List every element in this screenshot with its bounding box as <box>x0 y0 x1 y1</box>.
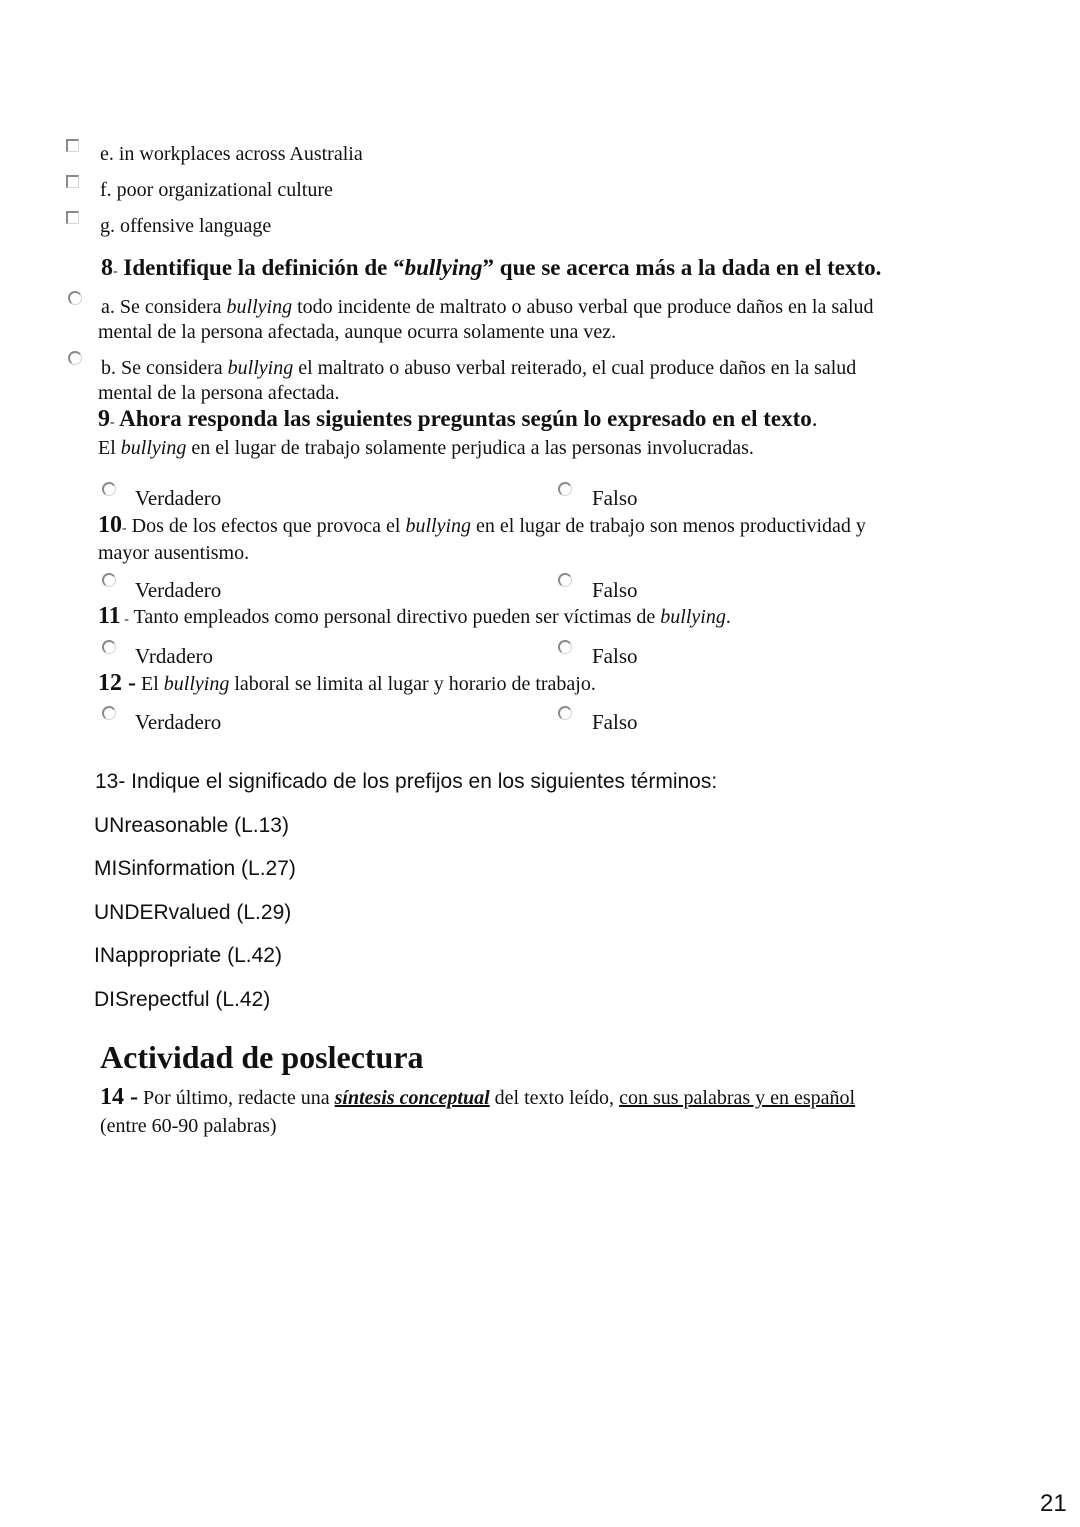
q13-heading: 13- Indique el significado de los prefijos en los siguientes términos: <box>95 770 718 793</box>
page-number: 21 <box>1040 1490 1067 1517</box>
q8-heading: 8- Identifique la definición de “bullying” que se acerca más a la dada en el texto. <box>101 255 882 281</box>
q10-statement: 10- Dos de los efectos que provoca el bullying en el lugar de trabajo son menos productividad y mayor ausentismo. <box>98 512 866 564</box>
q9-number: 9 <box>98 406 110 432</box>
q8-option-a: a. Se considera bullying todo incidente de maltrato o abuso verbal que produce daños en la salud mental de la persona afectada, aunque ocurra solamente una vez. <box>98 296 874 343</box>
checkbox-f[interactable] <box>66 175 79 188</box>
q9-heading: 9- Ahora responda las siguientes preguntas según lo expresado en el texto. <box>98 406 818 432</box>
q11-true-radio[interactable] <box>102 640 116 654</box>
checkbox-e[interactable] <box>66 139 79 152</box>
post-reading-title: Actividad de poslectura <box>100 1039 424 1075</box>
q11-true-label: Vrdadero <box>135 644 214 668</box>
q12-true-label: Verdadero <box>135 710 222 734</box>
q12-number: 12 - <box>98 670 136 696</box>
q10-true-radio[interactable] <box>102 573 116 587</box>
q9-true-radio[interactable] <box>102 482 116 496</box>
q13-term-2: MISinformation (L.27) <box>94 857 296 880</box>
checkbox-label-f: f. poor organizational culture <box>100 179 333 201</box>
q12-false-radio[interactable] <box>558 706 572 720</box>
q11-false-radio[interactable] <box>558 640 572 654</box>
q13-term-5: DISrepectful (L.42) <box>94 988 271 1011</box>
q14-number: 14 - <box>100 1084 138 1110</box>
q12-true-radio[interactable] <box>102 706 116 720</box>
q11-number: 11 <box>98 603 121 629</box>
q13-term-4: INappropriate (L.42) <box>94 944 282 967</box>
q13-term-3: UNDERvalued (L.29) <box>94 901 292 924</box>
q8-option-b: b. Se considera bullying el maltrato o abuso verbal reiterado, el cual produce daños en la salud mental de la persona afectada. <box>98 357 857 404</box>
q9-statement: El bullying en el lugar de trabajo solamente perjudica a las personas involucradas. <box>98 437 754 459</box>
q8-option-a-radio[interactable] <box>68 291 82 305</box>
q8-number: 8 <box>101 255 113 281</box>
q12-statement: 12 - El bullying laboral se limita al lugar y horario de trabajo. <box>98 670 596 696</box>
q10-true-label: Verdadero <box>135 578 222 602</box>
q13-term-1: UNreasonable (L.13) <box>94 814 289 837</box>
checkbox-g[interactable] <box>66 211 79 224</box>
checkbox-label-e: e. in workplaces across Australia <box>100 143 363 165</box>
q12-false-label: Falso <box>592 710 638 734</box>
q8-option-b-radio[interactable] <box>68 351 82 365</box>
q10-false-radio[interactable] <box>558 573 572 587</box>
q14-statement: 14 - Por último, redacte una síntesis conceptual del texto leído, con sus palabras y en español (entre 60-90 palabras) <box>100 1084 856 1137</box>
q9-false-label: Falso <box>592 486 638 510</box>
q10-false-label: Falso <box>592 578 638 602</box>
checkbox-label-g: g. offensive language <box>100 215 272 237</box>
q9-true-label: Verdadero <box>135 486 222 510</box>
q9-false-radio[interactable] <box>558 482 572 496</box>
q11-false-label: Falso <box>592 644 638 668</box>
q10-number: 10 <box>98 512 122 538</box>
q11-statement: 11 - Tanto empleados como personal directivo pueden ser víctimas de bullying. <box>98 603 731 629</box>
